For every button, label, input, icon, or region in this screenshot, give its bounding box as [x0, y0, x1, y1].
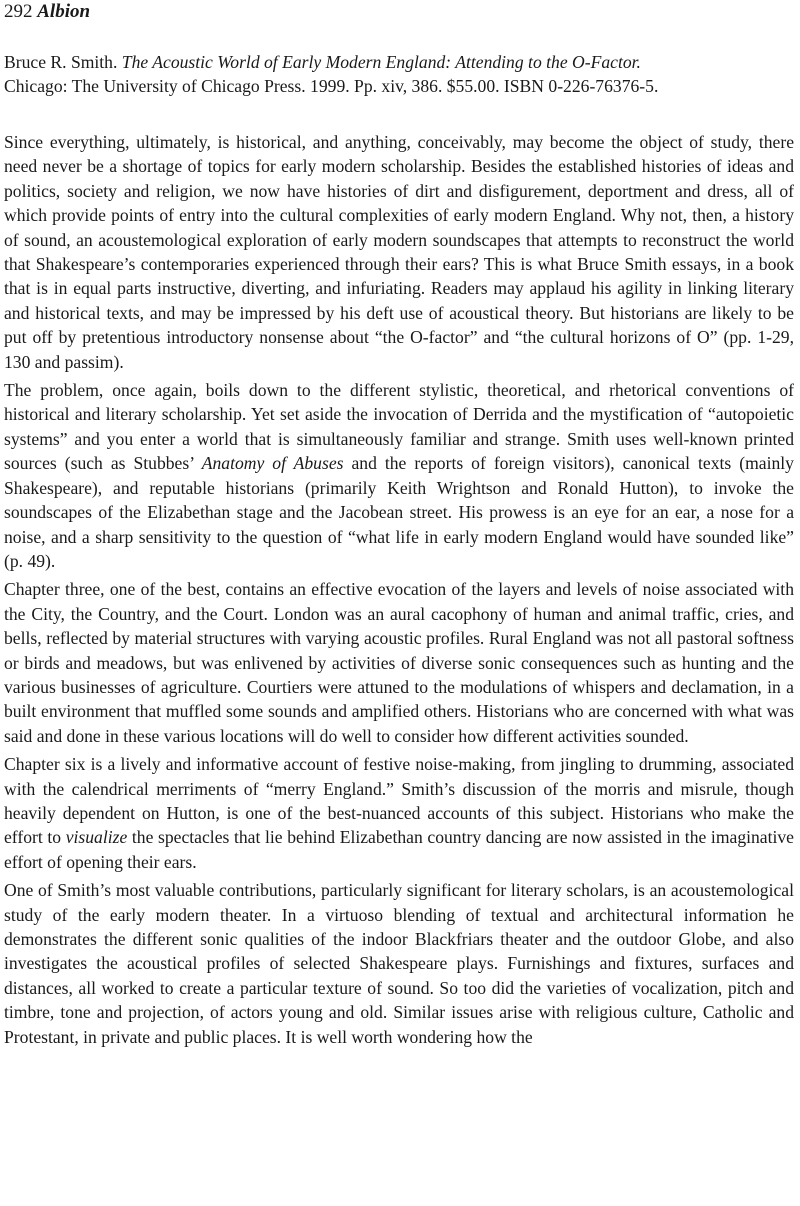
- review-paragraph: [4, 577, 794, 748]
- review-body: [4, 130, 794, 1053]
- review-paragraph: [4, 130, 794, 374]
- paragraph-text: the spectacles that lie behind Elizabethan country dancing are now assisted in the imaginative effort of opening their ears.: [4, 827, 794, 872]
- citation-line-1: [4, 50, 794, 74]
- citation-publication: Chicago: The University of Chicago Press. 1999. Pp. xiv, 386. $55.00. ISBN 0-226-76376-5.: [4, 76, 659, 96]
- paragraph-text: Chapter six is a lively and informative account of festive noise-making, from jingling to drumming, associated with the calendrical merriments of “merry England.” Smith’s discussion of the morris and misrule, though heavily dependent on Hutton, is one of the best-nuanced accounts of this subject. Historians who make the effort to: [4, 754, 794, 848]
- review-paragraph: [4, 378, 794, 573]
- citation-author: Bruce R. Smith.: [4, 52, 118, 72]
- paragraph-text: Since everything, ultimately, is historical, and anything, conceivably, may become the object of study, there need never be a shortage of topics for early modern scholarship. Besides the established histories of ideas and politics, society and religion, we now have histories of dirt and disfigurement, deportment and dress, all of which provide points of entry into the cultural complexities of early modern England. Why not, then, a history of sound, an acoustemological exploration of early modern soundscapes that attempts to reconstruct the world that Shakespeare’s contemporaries experienced through their ears? This is what Bruce Smith essays, in a book that is in equal parts instructive, diverting, and infuriating. Readers may applaud his agility in linking literary and historical texts, and may be impressed by his deft use of acoustical theory. But historians are likely to be put off by pretentious introductory nonsense about “the O-factor” and “the cultural horizons of O” (pp. 1-29, 130 and passim).: [4, 132, 794, 372]
- page-number: 292: [4, 1, 33, 22]
- paragraph-text: The problem, once again, boils down to the different stylistic, theoretical, and rhetorical conventions of historical and literary scholarship. Yet set aside the invocation of Derrida and the mystification of “autopoietic systems” and you enter a world that is simultaneously familiar and strange. Smith uses well-known printed sources (such as Stubbes’: [4, 380, 794, 474]
- book-citation: [4, 50, 794, 98]
- review-paragraph: [4, 878, 794, 1049]
- running-head: [4, 0, 90, 24]
- citation-book-title: The Acoustic World of Early Modern England: Attending to the O-Factor.: [121, 52, 641, 72]
- paragraph-text: One of Smith’s most valuable contributions, particularly significant for literary scholars, is an acoustemological study of the early modern theater. In a virtuoso blending of textual and architectural information he demonstrates the different sonic qualities of the indoor Blackfriars theater and the outdoor Globe, and also investigates the acoustical profiles of selected Shakespeare plays. Furnishings and fixtures, surfaces and distances, all worked to create a particular texture of sound. So too did the varieties of vocalization, pitch and timbre, tone and projection, of actors young and old. Similar issues arise with religious culture, Catholic and Protestant, in private and public places. It is well worth wondering how the: [4, 880, 794, 1047]
- italic-title: visualize: [65, 827, 128, 848]
- paragraph-text: Chapter three, one of the best, contains an effective evocation of the layers and levels of noise associated with the City, the Country, and the Court. London was an aural cacophony of human and animal traffic, cries, and bells, reflected by material structures with varying acoustic profiles. Rural England was not all pastoral softness or birds and meadows, but was enlivened by activities of diverse sonic consequences such as hunting and the various businesses of agriculture. Courtiers were attuned to the modulations of whispers and declamation, in a built environment that muffled some sounds and amplified others. Historians who are concerned with what was said and done in these various locations will do well to consider how different activities sounded.: [4, 579, 794, 746]
- italic-title: Anatomy of Abuses: [201, 453, 344, 474]
- review-paragraph: [4, 752, 794, 874]
- journal-title: Albion: [37, 1, 91, 22]
- paragraph-text: and the reports of foreign visitors), canonical texts (mainly Shakespeare), and reputable historians (primarily Keith Wrightson and Ronald Hutton), to invoke the soundscapes of the Elizabethan stage and the Jacobean street. His prowess is an eye for an ear, a nose for a noise, and a sharp sensitivity to the question of “what life in early modern England would have sounded like” (p. 49).: [4, 453, 794, 571]
